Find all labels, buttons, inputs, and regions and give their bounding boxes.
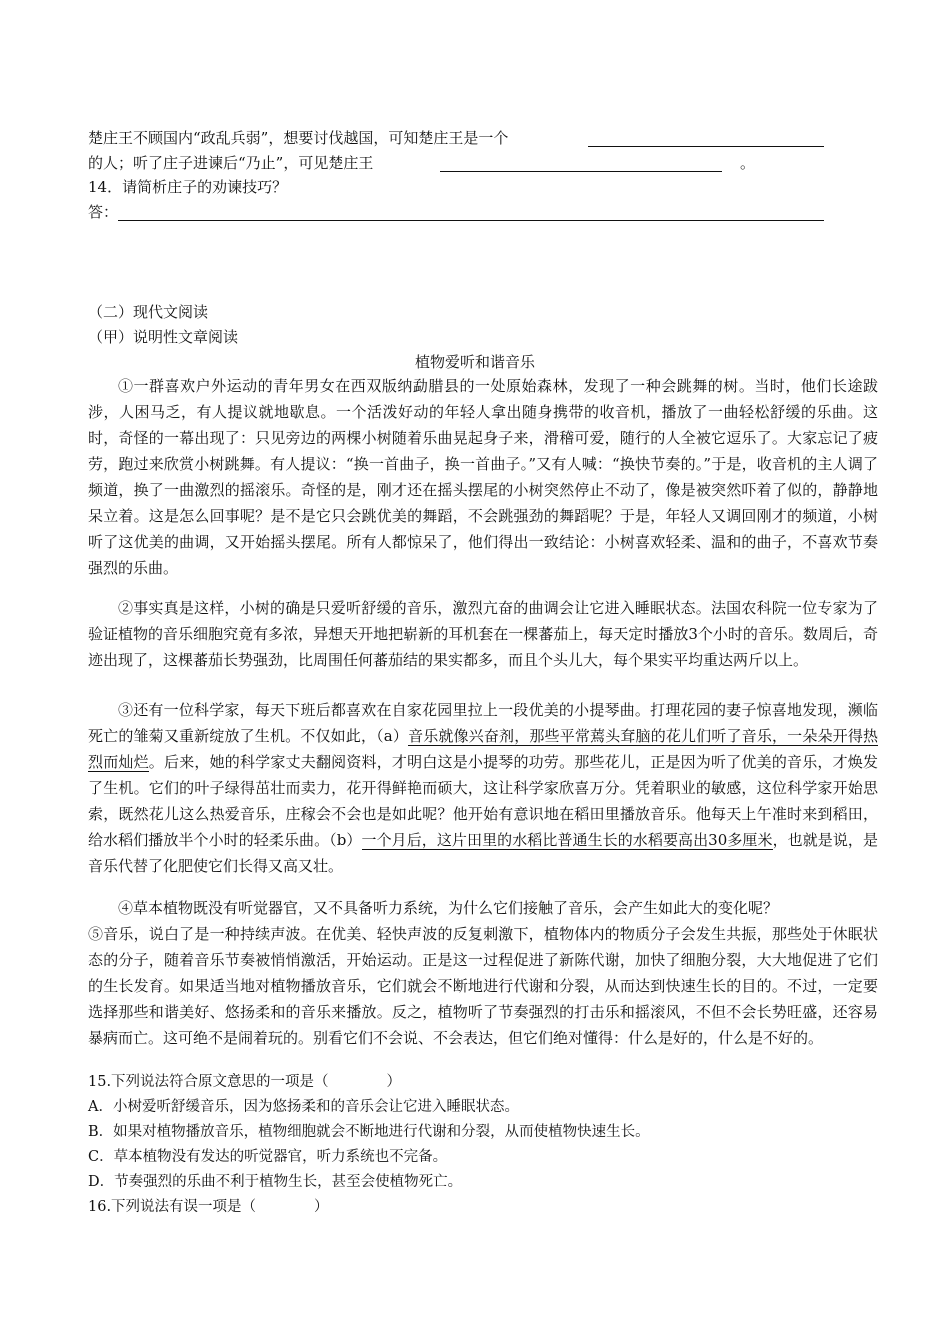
paragraph-3 bbox=[88, 697, 878, 879]
paragraph-3-text-c: ，也就是说，是音乐代替了化肥使它们长得又高又壮。 bbox=[88, 831, 878, 875]
section-subheading: （甲）说明性文章阅读 bbox=[88, 328, 239, 346]
q14-answer-blank[interactable] bbox=[118, 220, 824, 221]
section-heading: （二）现代文阅读 bbox=[88, 303, 209, 321]
paragraph-1: ①一群喜欢户外运动的青年男女在西双版纳勐腊县的一处原始森林，发现了一种会跳舞的树。当时，他们长途跋涉，人困马乏，有人提议就地歇息。一个活泼好动的年轻人拿出随身携带的收音机，播放了一曲轻松舒缓的乐曲。这时，奇怪的一幕出现了：只见旁边的两棵小树随着乐曲晃起身子来，滑稽可爱，随行的人全被它逗乐了。大家忘记了疲劳，跑过来欣赏小树跳舞。有人提议：“换一首曲子，换一首曲子。”又有人喊：“换快节奏的。”于是，收音机的主人调了频道，换了一曲激烈的摇滚乐。奇怪的是，刚才还在摇头摆尾的小树突然停止不动了，像是被突然吓着了似的，静静地呆立着。这是怎么回事呢？是不是它只会跳优美的舞蹈，不会跳强劲的舞蹈呢？于是，年轻人又调回刚才的频道，小树听了这优美的曲调，又开始摇头摆尾。所有人都惊呆了，他们得出一致结论：小树喜欢轻柔、温和的曲子，不喜欢节奏强烈的乐曲。 bbox=[88, 377, 878, 577]
q15-option-a[interactable]: A．小树爱听舒缓音乐，因为悠扬柔和的音乐会让它进入睡眠状态。 bbox=[88, 1099, 519, 1115]
q14-answer-label: 答： bbox=[88, 203, 119, 221]
q13-line2: 的人；听了庄子进谏后“乃止”，可见楚庄王 bbox=[88, 154, 374, 172]
q15-option-d[interactable]: D．节奏强烈的乐曲不利于植物生长，甚至会使植物死亡。 bbox=[88, 1174, 463, 1190]
q15-option-b[interactable]: B．如果对植物播放音乐，植物细胞就会不断地进行代谢和分裂，从而使植物快速生长。 bbox=[88, 1124, 650, 1140]
paragraph-2: ②事实真是这样，小树的确是只爱听舒缓的音乐，激烈亢奋的曲调会让它进入睡眠状态。法国农科院一位专家为了验证植物的音乐细胞究竟有多浓，异想天开地把崭新的耳机套在一棵蕃茄上，每天定时播放3个小时的音乐。数周后，奇迹出现了，这棵蕃茄长势强劲，比周围任何蕃茄结的果实都多，而且个头儿大，每个果实平均重达两斤以上。 bbox=[88, 599, 878, 669]
paragraph-3-text-b: 。后来，她的科学家丈夫翻阅资料，才明白这是小提琴的功劳。那些花儿，正是因为听了优美的音乐，才焕发了生机。它们的叶子绿得茁壮而卖力，花开得鲜艳而硕大，这让科学家欣喜万分。凭着职业的敏感，这位科学家开始思索，既然花儿这么热爱音乐，庄稼会不会也是如此呢？他开始有意识地在稻田里播放音乐。他每天上午准时来到稻田，给水稻们播放半个小时的轻柔乐曲。（b） bbox=[88, 753, 878, 849]
paragraph-3-text-a: ③还有一位科学家，每天下班后都喜欢在自家花园里拉上一段优美的小提琴曲。打理花园的妻子惊喜地发现，濒临死亡的雏菊又重新绽放了生机。不仅如此，（a） bbox=[88, 701, 878, 745]
paragraph-4: ④草本植物既没有听觉器官，又不具备听力系统，为什么它们接触了音乐，会产生如此大的变化呢？ bbox=[118, 899, 779, 917]
underlined-sentence-a: 音乐就像兴奋剂，那些平常蔫头耷脑的花儿们听了音乐，一朵朵开得热烈而灿烂 bbox=[88, 727, 878, 771]
q13-answer-blank-1[interactable] bbox=[588, 146, 824, 147]
q15-question: 15.下列说法符合原文意思的一项是（ ） bbox=[88, 1074, 402, 1090]
q14-question: 14．请简析庄子的劝谏技巧？ bbox=[88, 178, 288, 196]
q13-line1: 楚庄王不顾国内“政乱兵弱”，想要讨伐越国，可知楚庄王是一个 bbox=[88, 129, 509, 147]
q15-option-c[interactable]: C．草本植物没有发达的听觉器官，听力系统也不完备。 bbox=[88, 1149, 448, 1165]
paragraph-5: ⑤音乐，说白了是一种持续声波。在优美、轻快声波的反复刺激下，植物体内的物质分子会发生共振，那些处于休眠状态的分子，随着音乐节奏被悄悄激活，开始运动。正是这一过程促进了新陈代谢，加快了细胞分裂，大大地促进了它们的生长发育。如果适当地对植物播放音乐，它们就会不断地进行代谢和分裂，从而达到快速生长的目的。不过，一定要选择那些和谐美好、悠扬柔和的音乐来播放。反之，植物听了节奏强烈的打击乐和摇滚风，不但不会长势旺盛，还容易暴病而亡。这可绝不是闹着玩的。别看它们不会说、不会表达，但它们绝对懂得：什么是好的，什么是不好的。 bbox=[88, 925, 878, 1047]
underlined-sentence-b: 一个月后，这片田里的水稻比普通生长的水稻要高出30多厘米 bbox=[361, 831, 773, 849]
article-title: 植物爱听和谐音乐 bbox=[414, 353, 535, 371]
q13-answer-blank-2[interactable] bbox=[440, 171, 722, 172]
q13-line2-end: 。 bbox=[740, 154, 756, 172]
q16-question: 16.下列说法有误一项是（ ） bbox=[88, 1199, 329, 1215]
